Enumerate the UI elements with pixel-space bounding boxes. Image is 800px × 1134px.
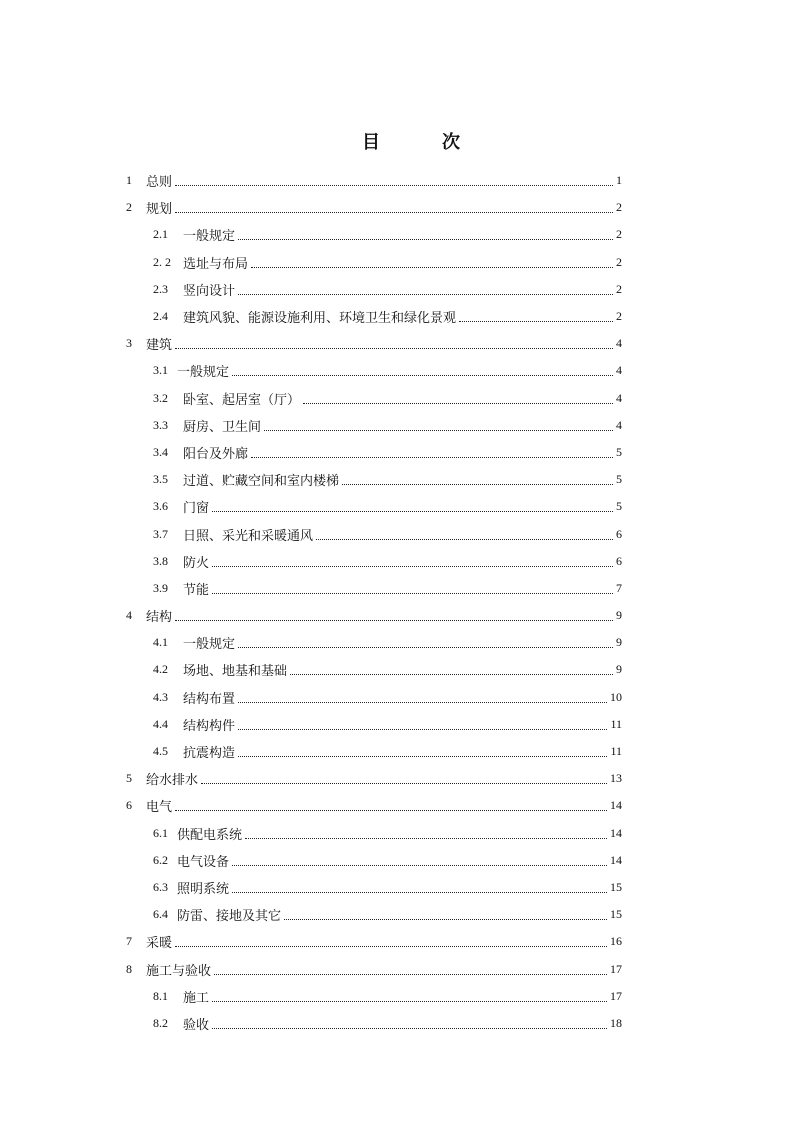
toc-entry-label: 总则 [146, 175, 173, 191]
toc-entry-label: 施工 [183, 990, 210, 1006]
toc-entry-label: 给水排水 [146, 773, 199, 789]
toc-section-entry[interactable] [126, 548, 622, 575]
toc-entry-page-number: 9 [616, 635, 622, 650]
toc-section-entry[interactable] [126, 276, 622, 303]
toc-entry-label: 场地、地基和基础 [183, 664, 288, 680]
toc-entry-number: 8.1 [153, 988, 168, 1003]
toc-section-entry[interactable] [126, 1010, 622, 1037]
toc-entry-page-number: 4 [616, 390, 622, 405]
toc-entry-page-number: 17 [610, 988, 622, 1003]
toc-entry-page-number: 11 [610, 744, 622, 759]
toc-section-entry[interactable] [126, 983, 622, 1010]
toc-dot-leader [175, 185, 613, 186]
toc-dot-leader [214, 974, 607, 975]
toc-dot-leader [342, 484, 613, 485]
toc-entry-number: 7 [126, 934, 132, 949]
toc-entry-page-number: 4 [616, 336, 622, 351]
toc-entry-page-number: 2 [616, 200, 622, 215]
toc-entry-number: 3.3 [153, 417, 168, 432]
toc-entry-page-number: 9 [616, 608, 622, 623]
toc-entry-number: 3 [126, 336, 132, 351]
toc-chapter-entry[interactable] [126, 792, 622, 819]
toc-entry-label: 结构 [146, 610, 173, 626]
toc-section-entry[interactable] [126, 874, 622, 901]
toc-section-entry[interactable] [126, 711, 622, 738]
toc-entry-number: 8 [126, 961, 132, 976]
toc-entry-label: 建筑风貌、能源设施利用、环境卫生和绿化景观 [183, 311, 457, 327]
toc-chapter-entry[interactable] [126, 330, 622, 357]
toc-entry-page-number: 14 [610, 798, 622, 813]
toc-entry-number: 3.5 [153, 472, 168, 487]
toc-dot-leader [251, 457, 613, 458]
toc-entry-label: 规划 [146, 202, 173, 218]
toc-entry-label: 过道、贮藏空间和室内楼梯 [183, 474, 340, 490]
toc-entry-number: 3.6 [153, 499, 168, 514]
toc-entry-label: 门窗 [183, 501, 210, 517]
toc-section-entry[interactable] [126, 357, 622, 384]
toc-entry-number: 6.1 [153, 825, 168, 840]
toc-entry-page-number: 1 [616, 173, 622, 188]
toc-section-entry[interactable] [126, 466, 622, 493]
toc-entry-label: 建筑 [146, 338, 173, 354]
toc-entry-page-number: 2 [616, 281, 622, 296]
toc-entry-page-number: 2 [616, 227, 622, 242]
toc-entry-number: 3.7 [153, 526, 168, 541]
toc-entry-label: 阳台及外廊 [183, 446, 249, 462]
toc-entry-number: 2.3 [153, 281, 168, 296]
toc-entry-number: 3.4 [153, 444, 168, 459]
toc-entry-page-number: 6 [616, 526, 622, 541]
toc-section-entry[interactable] [126, 820, 622, 847]
toc-entry-number: 2.1 [153, 227, 168, 242]
toc-entry-label: 节能 [183, 582, 210, 598]
toc-dot-leader [232, 375, 613, 376]
toc-entry-label: 一般规定 [183, 229, 236, 245]
toc-section-entry[interactable] [126, 656, 622, 683]
toc-section-entry[interactable] [126, 385, 622, 412]
toc-dot-leader [251, 267, 613, 268]
toc-entry-page-number: 10 [610, 689, 622, 704]
toc-entry-page-number: 14 [610, 825, 622, 840]
toc-entry-label: 电气设备 [177, 854, 230, 870]
toc-dot-leader [212, 1028, 607, 1029]
toc-entry-number: 3.1 [153, 363, 168, 378]
toc-dot-leader [238, 647, 613, 648]
toc-dot-leader [201, 783, 607, 784]
toc-section-entry[interactable] [126, 303, 622, 330]
toc-entry-label: 竖向设计 [183, 283, 236, 299]
toc-entry-number: 6.2 [153, 852, 168, 867]
toc-section-entry[interactable] [126, 575, 622, 602]
toc-dot-leader [459, 321, 613, 322]
toc-dot-leader [238, 756, 607, 757]
toc-entry-label: 抗震构造 [183, 746, 236, 762]
toc-entry-page-number: 4 [616, 417, 622, 432]
toc-entry-label: 防雷、接地及其它 [177, 909, 282, 925]
toc-entry-page-number: 13 [610, 771, 622, 786]
toc-dot-leader [212, 566, 613, 567]
toc-entry-label: 一般规定 [183, 637, 236, 653]
toc-chapter-entry[interactable] [126, 765, 622, 792]
page-title: 目 次 [362, 132, 482, 153]
toc-entry-label: 结构构件 [183, 718, 236, 734]
toc-section-entry[interactable] [126, 629, 622, 656]
toc-section-entry[interactable] [126, 847, 622, 874]
toc-chapter-entry[interactable] [126, 955, 622, 982]
toc-section-entry[interactable] [126, 221, 622, 248]
toc-entry-page-number: 5 [616, 444, 622, 459]
toc-entry-page-number: 4 [616, 363, 622, 378]
toc-entry-page-number: 7 [616, 580, 622, 595]
toc-chapter-entry[interactable] [126, 167, 622, 194]
toc-entry-label: 照明系统 [177, 881, 230, 897]
toc-entry-label: 采暖 [146, 936, 173, 952]
toc-entry-label: 厨房、卫生间 [183, 419, 262, 435]
toc-section-entry[interactable] [126, 684, 622, 711]
toc-entry-page-number: 9 [616, 662, 622, 677]
toc-entry-label: 一般规定 [177, 365, 230, 381]
toc-entry-number: 2. 2 [153, 254, 171, 269]
toc-entry-number: 2.4 [153, 309, 168, 324]
toc-entry-label: 防火 [183, 555, 210, 571]
toc-dot-leader [232, 865, 607, 866]
toc-dot-leader [212, 511, 613, 512]
toc-entry-label: 施工与验收 [146, 963, 212, 979]
toc-dot-leader [290, 674, 613, 675]
toc-entry-page-number: 2 [616, 309, 622, 324]
toc-entry-label: 卧室、起居室（厅） [183, 392, 301, 408]
toc-entry-page-number: 17 [610, 961, 622, 976]
toc-entry-page-number: 15 [610, 907, 622, 922]
toc-dot-leader [212, 1001, 607, 1002]
toc-entry-page-number: 6 [616, 553, 622, 568]
toc-dot-leader [175, 810, 607, 811]
toc-entry-number: 6.3 [153, 879, 168, 894]
toc-entry-number: 4.3 [153, 689, 168, 704]
toc-section-entry[interactable] [126, 412, 622, 439]
toc-entry-page-number: 14 [610, 852, 622, 867]
toc-entry-number: 1 [126, 173, 132, 188]
toc-dot-leader [238, 729, 607, 730]
toc-dot-leader [264, 430, 613, 431]
table-of-contents [126, 167, 622, 1037]
toc-entry-number: 8.2 [153, 1015, 168, 1030]
toc-section-entry[interactable] [126, 738, 622, 765]
toc-entry-page-number: 5 [616, 499, 622, 514]
toc-entry-number: 4.2 [153, 662, 168, 677]
toc-section-entry[interactable] [126, 901, 622, 928]
toc-dot-leader [238, 702, 607, 703]
toc-section-entry[interactable] [126, 520, 622, 547]
toc-entry-number: 4.5 [153, 744, 168, 759]
toc-entry-number: 3.2 [153, 390, 168, 405]
toc-dot-leader [316, 539, 613, 540]
toc-entry-number: 2 [126, 200, 132, 215]
toc-entry-number: 3.8 [153, 553, 168, 568]
toc-entry-page-number: 15 [610, 879, 622, 894]
toc-section-entry[interactable] [126, 439, 622, 466]
toc-entry-number: 4.1 [153, 635, 168, 650]
toc-dot-leader [175, 212, 613, 213]
toc-entry-label: 验收 [183, 1017, 210, 1033]
toc-entry-page-number: 16 [610, 934, 622, 949]
toc-entry-page-number: 11 [610, 716, 622, 731]
toc-entry-label: 供配电系统 [177, 827, 243, 843]
toc-entry-page-number: 5 [616, 472, 622, 487]
toc-dot-leader [284, 919, 607, 920]
toc-dot-leader [175, 946, 607, 947]
toc-entry-label: 日照、采光和采暖通风 [183, 528, 314, 544]
toc-entry-number: 4.4 [153, 716, 168, 731]
toc-dot-leader [175, 348, 613, 349]
toc-entry-page-number: 2 [616, 254, 622, 269]
toc-chapter-entry[interactable] [126, 928, 622, 955]
toc-entry-number: 6.4 [153, 907, 168, 922]
toc-entry-number: 5 [126, 771, 132, 786]
toc-entry-page-number: 18 [610, 1015, 622, 1030]
toc-entry-label: 结构布置 [183, 691, 236, 707]
toc-dot-leader [175, 620, 613, 621]
toc-entry-label: 电气 [146, 800, 173, 816]
toc-entry-number: 4 [126, 608, 132, 623]
toc-dot-leader [238, 294, 613, 295]
toc-entry-number: 6 [126, 798, 132, 813]
toc-dot-leader [238, 239, 613, 240]
toc-chapter-entry[interactable] [126, 194, 622, 221]
toc-dot-leader [303, 403, 613, 404]
toc-section-entry[interactable] [126, 493, 622, 520]
toc-dot-leader [232, 892, 607, 893]
toc-dot-leader [245, 838, 607, 839]
toc-section-entry[interactable] [126, 249, 622, 276]
toc-entry-label: 选址与布局 [183, 256, 249, 272]
toc-entry-number: 3.9 [153, 580, 168, 595]
toc-dot-leader [212, 593, 613, 594]
toc-chapter-entry[interactable] [126, 602, 622, 629]
